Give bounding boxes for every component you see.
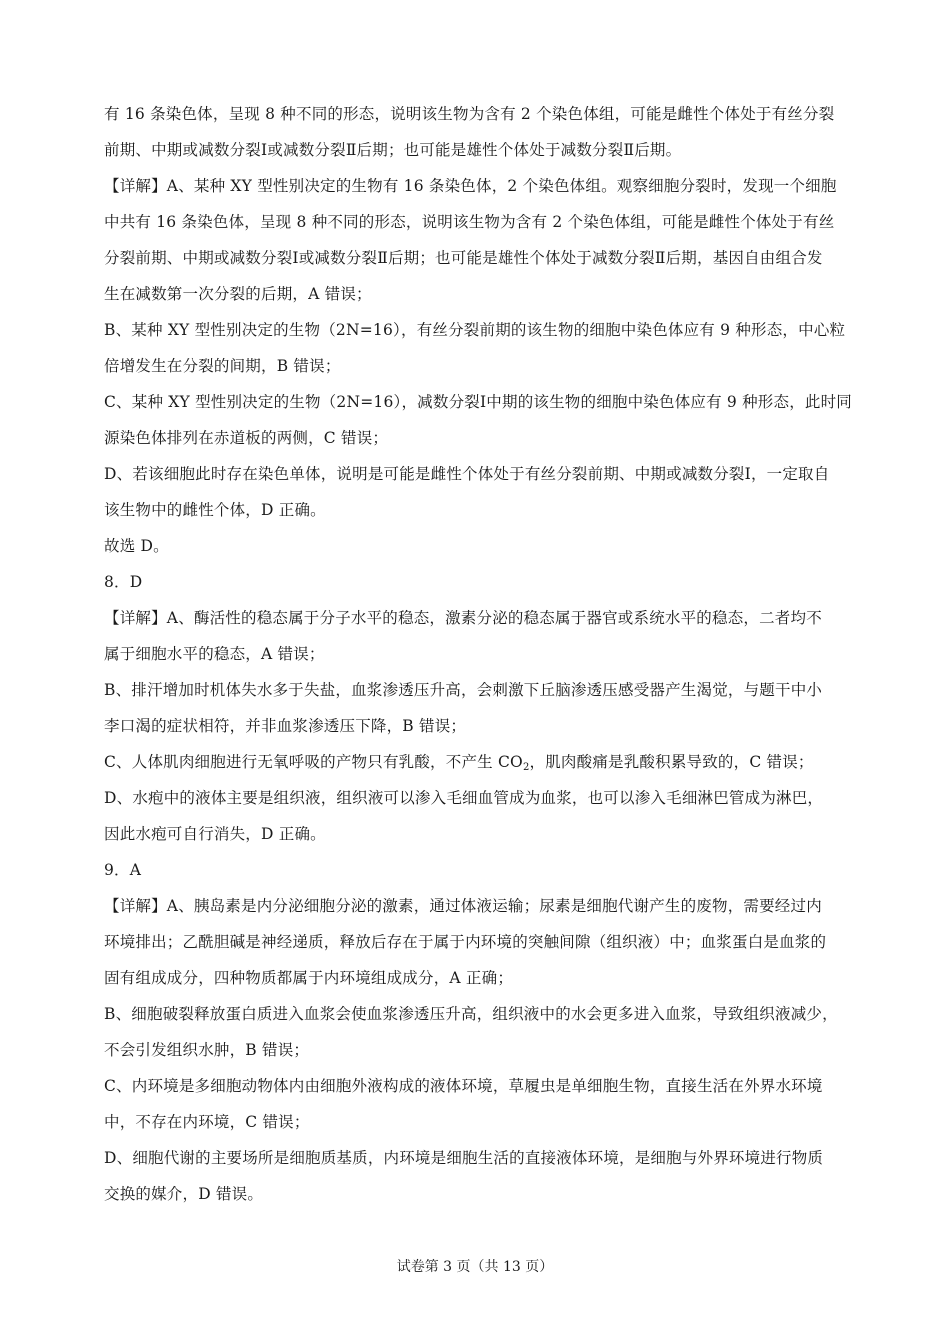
text-line: 故选 D。 xyxy=(104,537,169,555)
text-line: 前期、中期或减数分裂Ⅰ或减数分裂Ⅱ后期；也可能是雄性个体处于减数分裂Ⅱ后期。 xyxy=(104,141,682,159)
text-line: 倍增发生在分裂的间期，B 错误； xyxy=(104,357,341,375)
text-line: B、排汗增加时机体失水多于失盐，血浆渗透压升高，会刺激下丘脑渗透压感受器产生渴觉，与题干中小 xyxy=(104,681,823,699)
text-line: C、内环境是多细胞动物体内由细胞外液构成的液体环境，草履虫是单细胞生物，直接生活在外界水环境 xyxy=(104,1077,823,1095)
page-footer: 试卷第 3 页（共 13 页） xyxy=(396,1259,554,1275)
text-line: 【详解】A、酶活性的稳态属于分子水平的稳态，激素分泌的稳态属于器官或系统水平的稳态，二者均不 xyxy=(104,609,822,627)
text-line: B、细胞破裂释放蛋白质进入血浆会使血浆渗透压升高，组织液中的水会更多进入血浆，导致组织液减少， xyxy=(104,1005,838,1023)
text-line: 李口渴的症状相符，并非血浆渗透压下降，B 错误； xyxy=(104,717,467,735)
text-line: 生在减数第一次分裂的后期，A 错误； xyxy=(104,285,372,303)
text-line: 不会引发组织水肿，B 错误； xyxy=(104,1041,310,1059)
text-line: 中，不存在内环境，C 错误； xyxy=(104,1113,310,1131)
text-line: D、细胞代谢的主要场所是细胞质基质，内环境是细胞生活的直接液体环境，是细胞与外界环境进行物质 xyxy=(104,1149,824,1167)
text-line: 环境排出；乙酰胆碱是神经递质，释放后存在于属于内环境的突触间隙（组织液）中；血浆蛋白是血浆的 xyxy=(104,933,827,951)
co2-subscript: 2 xyxy=(522,762,530,773)
text-line: D、若该细胞此时存在染色单体，说明是可能是雌性个体处于有丝分裂前期、中期或减数分裂Ⅰ，一定取自 xyxy=(104,465,830,483)
text-line: B、某种 XY 型性别决定的生物（2N=16），有丝分裂前期的该生物的细胞中染色体应有 9 种形态，中心粒 xyxy=(104,321,846,339)
text-line: 有 16 条染色体，呈现 8 种不同的形态，说明该生物为含有 2 个染色体组，可能是雌性个体处于有丝分裂 xyxy=(104,105,835,123)
co2-text: C、人体肌肉细胞进行无氧呼吸的产物只有乳酸，不产生 CO xyxy=(104,753,523,771)
text-line-co2 xyxy=(104,752,854,772)
question-number: 9．A xyxy=(104,861,142,879)
text-line: 该生物中的雌性个体，D 正确。 xyxy=(104,501,326,519)
text-line: 交换的媒介，D 错误。 xyxy=(104,1185,264,1203)
text-line: C、某种 XY 型性别决定的生物（2N=16），减数分裂Ⅰ中期的该生物的细胞中染色体应有 9 种形态，此时同 xyxy=(104,393,853,411)
text-line: 【详解】A、胰岛素是内分泌细胞分泌的激素，通过体液运输；尿素是细胞代谢产生的废物，需要经过内 xyxy=(104,897,822,915)
text-line: 分裂前期、中期或减数分裂Ⅰ或减数分裂Ⅱ后期；也可能是雄性个体处于减数分裂Ⅱ后期，基因自由组合发 xyxy=(104,249,823,267)
text-line: 固有组成成分，四种物质都属于内环境组成成分，A 正确； xyxy=(104,969,514,987)
text-line: 中共有 16 条染色体，呈现 8 种不同的形态，说明该生物为含有 2 个染色体组，可能是雌性个体处于有丝 xyxy=(104,213,835,231)
co2-tail: ，肌肉酸痛是乳酸积累导致的，C 错误； xyxy=(529,753,814,771)
text-line: 属于细胞水平的稳态，A 错误； xyxy=(104,645,325,663)
text-line: 源染色体排列在赤道板的两侧，C 错误； xyxy=(104,429,389,447)
text-line: 因此水疱可自行消失，D 正确。 xyxy=(104,825,326,843)
question-number: 8．D xyxy=(104,573,143,591)
text-line: D、水疱中的液体主要是组织液，组织液可以渗入毛细血管成为血浆，也可以渗入毛细淋巴管成为淋巴， xyxy=(104,789,824,807)
text-line: 【详解】A、某种 XY 型性别决定的生物有 16 条染色体，2 个染色体组。观察细胞分裂时，发现一个细胞 xyxy=(104,177,837,195)
